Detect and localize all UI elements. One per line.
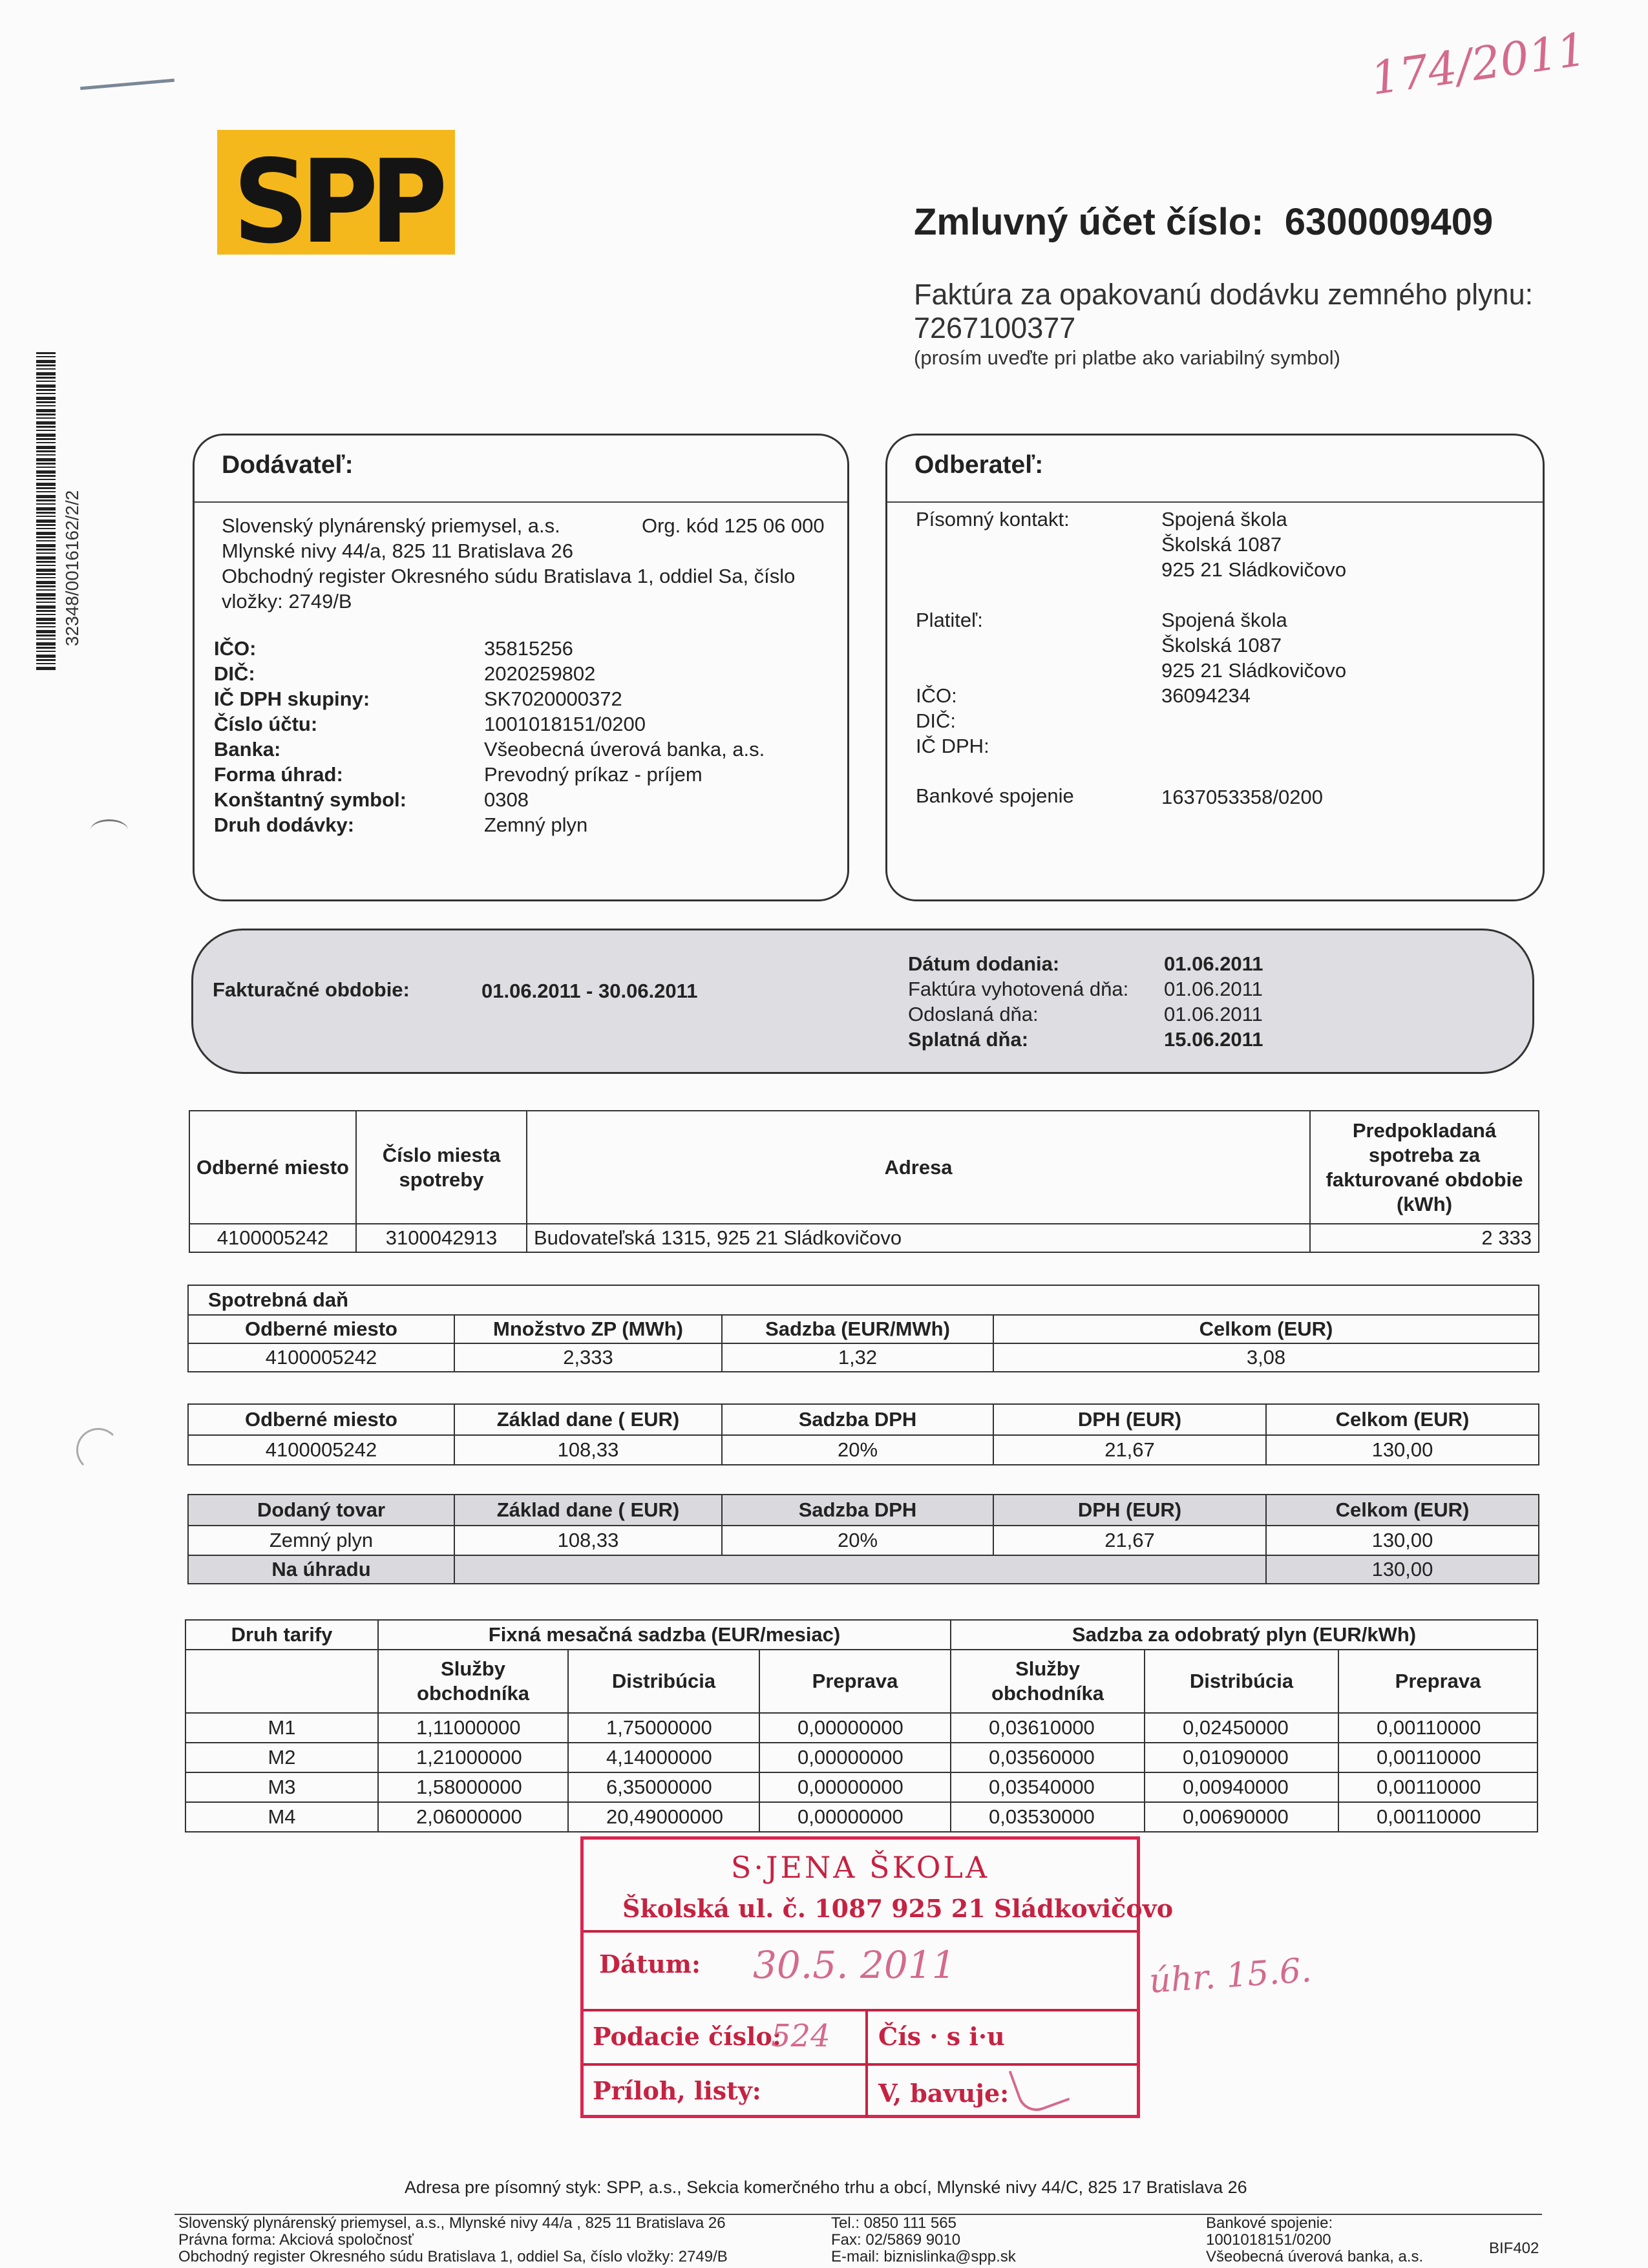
table-row bbox=[185, 1743, 1537, 1772]
cell: 0,00000000 bbox=[759, 1713, 951, 1743]
stamp-school-name: S·JENA ŠKOLA bbox=[730, 1850, 990, 1885]
footer-bank bbox=[1206, 2215, 1423, 2265]
invoice-subtitle bbox=[914, 278, 1533, 345]
cell: M2 bbox=[185, 1743, 378, 1772]
footer-contact bbox=[831, 2215, 1016, 2265]
header-cell: Distribúcia bbox=[1145, 1650, 1338, 1713]
supplier-box bbox=[193, 434, 849, 901]
supplier-address: Mlynské nivy 44/a, 825 11 Bratislava 26 bbox=[222, 540, 573, 562]
subtitle-line: Faktúra za opakovanú dodávku zemného plynu: bbox=[914, 278, 1534, 311]
header-cell bbox=[356, 1111, 527, 1224]
period-value: 01.06.2011 - 30.06.2011 bbox=[481, 980, 698, 1002]
footer-line: 1001018151/0200 bbox=[1206, 2231, 1331, 2249]
payer-label: Platiteľ: bbox=[916, 609, 983, 631]
header-group: Fixná mesačná sadzba (EUR/mesiac) bbox=[378, 1620, 951, 1650]
cell: 0,00000000 bbox=[759, 1802, 951, 1832]
supplier-field-label: DIČ: bbox=[214, 662, 255, 685]
consumption-table bbox=[189, 1110, 1539, 1253]
ico-value: 36094234 bbox=[1161, 684, 1251, 707]
table-header-row bbox=[188, 1495, 1539, 1526]
cell: 0,02450000 bbox=[1145, 1713, 1338, 1743]
registry-stamp bbox=[580, 1836, 1174, 2118]
table-row bbox=[188, 1435, 1539, 1465]
header-cell: Sadzba (EUR/MWh) bbox=[722, 1315, 993, 1343]
tariff-table bbox=[185, 1619, 1538, 1832]
date-label: Faktúra vyhotovená dňa: bbox=[908, 978, 1129, 1000]
punch-hole-mark bbox=[90, 819, 128, 841]
supplier-heading: Dodávateľ: bbox=[222, 451, 354, 479]
table-row bbox=[189, 1224, 1539, 1252]
invoice-number: 7267100377 bbox=[914, 311, 1076, 344]
divider bbox=[195, 501, 847, 503]
excise-tax-table bbox=[187, 1285, 1539, 1372]
date-label: Splatná dňa: bbox=[908, 1028, 1029, 1051]
header-cell: Odberné miesto bbox=[188, 1404, 454, 1435]
date-value: 15.06.2011 bbox=[1164, 1028, 1263, 1051]
supplier-field-value: SK7020000372 bbox=[484, 688, 622, 710]
cell: 130,00 bbox=[1266, 1435, 1539, 1465]
footer-line: E-mail: biznislinka@spp.sk bbox=[831, 2248, 1016, 2265]
address-line: Školská 1087 bbox=[1161, 533, 1282, 556]
header-cell: Odberné miesto bbox=[188, 1315, 454, 1343]
address-line: Spojená škola bbox=[1161, 508, 1287, 530]
header-cell: Distribúcia bbox=[568, 1650, 759, 1713]
stamp-vybavuje-label: V, bavuje: bbox=[878, 2079, 1009, 2108]
supplier-field-label: Druh dodávky: bbox=[214, 814, 355, 836]
cell: 0,00110000 bbox=[1338, 1743, 1537, 1772]
vat-table bbox=[187, 1403, 1539, 1465]
table-header-row bbox=[189, 1111, 1539, 1224]
title-label: Zmluvný účet číslo: bbox=[914, 201, 1264, 243]
cell: 108,33 bbox=[454, 1435, 722, 1465]
footer-line: Právna forma: Akciová spoločnosť bbox=[178, 2231, 414, 2249]
billing-period-box bbox=[191, 929, 1534, 1074]
cell: 3100042913 bbox=[356, 1224, 527, 1252]
table-row bbox=[188, 1526, 1539, 1555]
header-cell: Celkom (EUR) bbox=[1266, 1495, 1539, 1526]
table-row bbox=[185, 1713, 1537, 1743]
address-line: Školská 1087 bbox=[1161, 634, 1282, 656]
footer-address: Adresa pre písomný styk: SPP, a.s., Sekcia komerčného trhu a obcí, Mlynské nivy 44/C, 825 17 Bratislava 26 bbox=[405, 2178, 1247, 2197]
contact-address bbox=[1161, 507, 1346, 582]
period-label: Fakturačné obdobie: bbox=[213, 978, 410, 1001]
table-subheader-row bbox=[185, 1650, 1537, 1713]
table-row bbox=[188, 1343, 1539, 1372]
footer-line: Tel.: 0850 111 565 bbox=[831, 2214, 956, 2232]
supplier-field-value: 2020259802 bbox=[484, 662, 596, 685]
cell: 0,00690000 bbox=[1145, 1802, 1338, 1832]
contact-label: Písomný kontakt: bbox=[916, 508, 1070, 530]
stamp-podacie-label: Podacie číslo: bbox=[593, 2022, 781, 2051]
cell: 1,32 bbox=[722, 1343, 993, 1372]
cell: M4 bbox=[185, 1802, 378, 1832]
header-cell: Základ dane ( EUR) bbox=[454, 1404, 722, 1435]
header-cell: Celkom (EUR) bbox=[993, 1315, 1539, 1343]
header-cell bbox=[1310, 1111, 1539, 1224]
cell: Budovateľská 1315, 925 21 Sládkovičovo bbox=[527, 1224, 1310, 1252]
cell: 1,11000000 bbox=[378, 1713, 568, 1743]
cell: 3,08 bbox=[993, 1343, 1539, 1372]
footer-line: Obchodný register Okresného súdu Bratislava 1, oddiel Sa, číslo vložky: 2749/B bbox=[178, 2248, 728, 2265]
table-header-row bbox=[188, 1315, 1539, 1343]
supplier-field-value: Všeobecná úverová banka, a.s. bbox=[484, 738, 765, 761]
cell: 0,00000000 bbox=[759, 1743, 951, 1772]
footer-line: Fax: 02/5869 9010 bbox=[831, 2231, 961, 2249]
table-title-row bbox=[188, 1285, 1539, 1315]
supplier-field-value: 1001018151/0200 bbox=[484, 713, 646, 735]
logo-text: SPP bbox=[233, 135, 439, 269]
address-line: 925 21 Sládkovičovo bbox=[1161, 558, 1347, 581]
date-label: Odoslaná dňa: bbox=[908, 1003, 1039, 1025]
divider bbox=[887, 501, 1543, 503]
cell: 0,03610000 bbox=[951, 1713, 1145, 1743]
bank-label: Bankové spojenie bbox=[916, 784, 1074, 807]
cell: Zemný plyn bbox=[188, 1526, 454, 1555]
stamp-cislo-label: Čís · s i·u bbox=[878, 2022, 1005, 2051]
cell: 2 333 bbox=[1310, 1224, 1539, 1252]
header-cell: Dodaný tovar bbox=[188, 1495, 454, 1526]
dic-label: DIČ: bbox=[916, 709, 956, 732]
cell: 0,03540000 bbox=[951, 1772, 1145, 1802]
variable-symbol-note: (prosím uveďte pri platbe ako variabilný symbol) bbox=[914, 346, 1340, 369]
cell: 108,33 bbox=[454, 1526, 722, 1555]
cell: 6,35000000 bbox=[568, 1772, 759, 1802]
cell: 0,00110000 bbox=[1338, 1772, 1537, 1802]
table-row bbox=[185, 1802, 1537, 1832]
supplier-field-label: IČ DPH skupiny: bbox=[214, 688, 370, 710]
cell: 2,333 bbox=[454, 1343, 722, 1372]
cell: 0,00110000 bbox=[1338, 1802, 1537, 1832]
header-cell: DPH (EUR) bbox=[993, 1495, 1266, 1526]
table-row bbox=[185, 1772, 1537, 1802]
form-code: BIF402 bbox=[1489, 2240, 1539, 2257]
cell: 1,58000000 bbox=[378, 1772, 568, 1802]
header-text: Služby obchodníka bbox=[417, 1657, 529, 1705]
header-text: Číslo miesta spotreby bbox=[382, 1143, 501, 1191]
header-text: Predpokladaná spotreba za fakturované obdobie (kWh) bbox=[1326, 1118, 1523, 1215]
supplier-field-label: IČO: bbox=[214, 637, 257, 660]
supplier-field-value: Prevodný príkaz - príjem bbox=[484, 763, 703, 786]
table-header-row bbox=[188, 1404, 1539, 1435]
stamp-line bbox=[584, 1930, 1137, 1933]
footer-line: Všeobecná úverová banka, a.s. bbox=[1206, 2248, 1424, 2265]
cell: 0,00000000 bbox=[759, 1772, 951, 1802]
cell: 0,00940000 bbox=[1145, 1772, 1338, 1802]
header-cell: Preprava bbox=[759, 1650, 951, 1713]
supplier-field-value: Zemný plyn bbox=[484, 814, 588, 836]
header-cell: Odberné miesto bbox=[189, 1111, 356, 1224]
cell bbox=[454, 1555, 1266, 1584]
customer-box bbox=[885, 434, 1545, 901]
cell: 2,06000000 bbox=[378, 1802, 568, 1832]
cell: 0,03530000 bbox=[951, 1802, 1145, 1832]
barcode-number: 32348/0016162/2/2 bbox=[62, 490, 82, 646]
cell: 130,00 bbox=[1266, 1526, 1539, 1555]
cell: 21,67 bbox=[993, 1435, 1266, 1465]
supplier-field-label: Číslo účtu: bbox=[214, 713, 318, 735]
cell: 1,21000000 bbox=[378, 1743, 568, 1772]
supplier-field-label: Banka: bbox=[214, 738, 281, 761]
total-label: Na úhradu bbox=[188, 1555, 454, 1584]
cell: 0,00110000 bbox=[1338, 1713, 1537, 1743]
cell: 1,75000000 bbox=[568, 1713, 759, 1743]
account-number: 6300009409 bbox=[1284, 201, 1494, 243]
supplier-field-value: 0308 bbox=[484, 788, 529, 811]
cell: 4100005242 bbox=[188, 1343, 454, 1372]
spp-logo bbox=[217, 130, 455, 269]
supplier-register: vložky: 2749/B bbox=[222, 590, 352, 613]
excise-title: Spotrebná daň bbox=[188, 1285, 1539, 1315]
total-row bbox=[188, 1555, 1539, 1584]
cell: M3 bbox=[185, 1772, 378, 1802]
ico-label: IČO: bbox=[916, 684, 957, 707]
cell: 0,01090000 bbox=[1145, 1743, 1338, 1772]
icdph-label: IČ DPH: bbox=[916, 735, 989, 757]
supplier-org-code: Org. kód 125 06 000 bbox=[642, 514, 825, 537]
supplier-field-value: 35815256 bbox=[484, 637, 573, 660]
bank-value: 1637053358/0200 bbox=[1161, 786, 1323, 808]
cell: 20,49000000 bbox=[568, 1802, 759, 1832]
supplier-name: Slovenský plynárenský priemysel, a.s. bbox=[222, 514, 560, 537]
supplier-register: Obchodný register Okresného súdu Bratislava 1, oddiel Sa, číslo bbox=[222, 565, 796, 587]
stamp-podacie-value: 524 bbox=[771, 2018, 830, 2054]
cell: M1 bbox=[185, 1713, 378, 1743]
header-cell bbox=[185, 1650, 378, 1713]
cell: 20% bbox=[722, 1435, 993, 1465]
handwritten-payment-note: úhr. 15.6. bbox=[1148, 1951, 1313, 2001]
date-label: Dátum dodania: bbox=[908, 952, 1060, 975]
header-cell: Sadzba DPH bbox=[722, 1404, 993, 1435]
date-value: 01.06.2011 bbox=[1164, 978, 1263, 1000]
date-value: 01.06.2011 bbox=[1164, 1003, 1263, 1025]
header-cell: DPH (EUR) bbox=[993, 1404, 1266, 1435]
total-value: 130,00 bbox=[1266, 1555, 1539, 1584]
header-text: Služby obchodníka bbox=[991, 1657, 1104, 1705]
footer-line: Slovenský plynárenský priemysel, a.s., Mlynské nivy 44/a , 825 11 Bratislava 26 bbox=[178, 2214, 726, 2232]
header-cell: Preprava bbox=[1338, 1650, 1537, 1713]
header-group: Sadzba za odobratý plyn (EUR/kWh) bbox=[951, 1620, 1537, 1650]
cell: 4100005242 bbox=[188, 1435, 454, 1465]
handwritten-invoice-number: 174/2011 bbox=[1367, 23, 1590, 105]
table-header-row bbox=[185, 1620, 1537, 1650]
footer-line: Bankové spojenie: bbox=[1206, 2214, 1333, 2232]
header-cell: Druh tarify bbox=[185, 1620, 378, 1650]
address-line: 925 21 Sládkovičovo bbox=[1161, 659, 1347, 682]
header-cell bbox=[378, 1650, 568, 1713]
header-cell: Základ dane ( EUR) bbox=[454, 1495, 722, 1526]
cell: 4,14000000 bbox=[568, 1743, 759, 1772]
stamp-address: Školská ul. č. 1087 925 21 Sládkovičovo bbox=[622, 1894, 1174, 1923]
stamp-date-label: Dátum: bbox=[599, 1949, 701, 1979]
stamp-line bbox=[584, 2009, 1137, 2011]
cell: 0,03560000 bbox=[951, 1743, 1145, 1772]
goods-table bbox=[187, 1494, 1539, 1584]
supplier-field-label: Forma úhrad: bbox=[214, 763, 343, 786]
payer-address bbox=[1161, 607, 1346, 683]
footer-company bbox=[178, 2215, 728, 2265]
punch-hole-mark bbox=[76, 1428, 120, 1472]
header-cell: Množstvo ZP (MWh) bbox=[454, 1315, 722, 1343]
address-line: Spojená škola bbox=[1161, 609, 1287, 631]
date-value: 01.06.2011 bbox=[1164, 952, 1263, 975]
cell: 20% bbox=[722, 1526, 993, 1555]
header-cell bbox=[951, 1650, 1145, 1713]
header-cell: Celkom (EUR) bbox=[1266, 1404, 1539, 1435]
header-cell: Sadzba DPH bbox=[722, 1495, 993, 1526]
cell: 21,67 bbox=[993, 1526, 1266, 1555]
cell: 4100005242 bbox=[189, 1224, 356, 1252]
barcode bbox=[36, 352, 56, 670]
page-title bbox=[914, 200, 1493, 244]
stamp-priloh-label: Príloh, listy: bbox=[593, 2076, 761, 2105]
stamp-date-value: 30.5. 2011 bbox=[753, 1943, 956, 1987]
supplier-field-label: Konštantný symbol: bbox=[214, 788, 407, 811]
customer-heading: Odberateľ: bbox=[914, 451, 1044, 479]
scan-mark bbox=[80, 79, 174, 90]
header-cell: Adresa bbox=[527, 1111, 1310, 1224]
